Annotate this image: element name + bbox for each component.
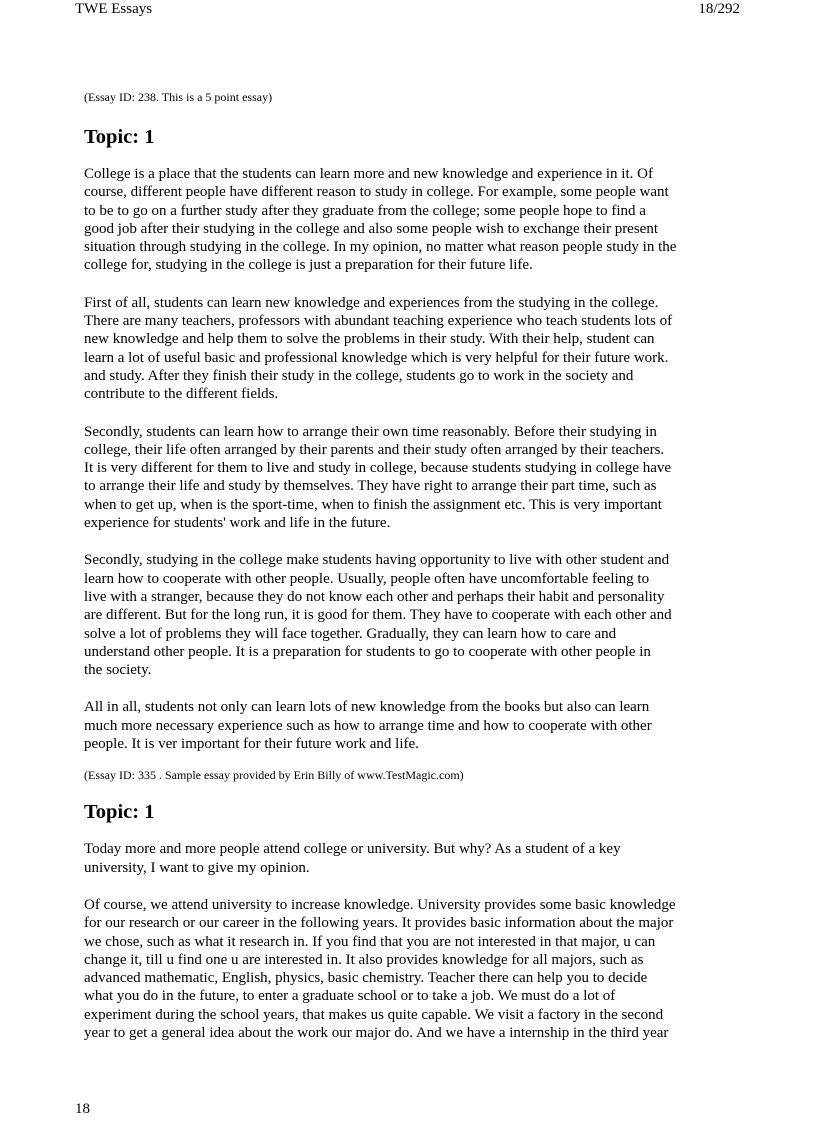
essay-note: (Essay ID: 335 . Sample essay provided by Erin Billy of www.TestMagic.com): [84, 768, 464, 783]
essay-paragraph: College is a place that the students can learn more and new knowledge and experience in it. Of course, different people have different reason to study in college. For example, some people want to be to go on a further study after they graduate from the college; some people hope to find a good job after their studying in the college and also some people wish to exchange their present situation through studying in the college. In my opinion, no matter what reason people study in the college for, studying in the college is just a preparation for their future life.: [84, 166, 677, 274]
essay-topic-heading: Topic: 1: [84, 801, 155, 824]
essay-topic-heading: Topic: 1: [84, 126, 155, 148]
page-content: [84, 89, 739, 1042]
page-indicator: 18/292: [698, 1, 740, 17]
essay-paragraph: Secondly, students can learn how to arrange their own time reasonably. Before their studying in college, their life often arranged by their parents and their study often arranged by their teachers. It is very different for them to live and study in college, because students studying in college have to arrange their life and study by themselves. They have right to arrange their part time, such as when to get up, when is the sport-time, when to finish the assignment etc. This is very important experience for students' work and life in the future.: [84, 423, 672, 532]
essay-paragraph: Secondly, studying in the college make students having opportunity to live with other student and learn how to cooperate with other people. Usually, people often have uncomfortable feeling to live with a stranger, because they do not know each other and perhaps their habit and personality are different. But for the long run, it is good for them. They have to cooperate with each other and solve a lot of problems they will face together. Gradually, they can learn how to care and understand other people. It is a preparation for students to go to cooperate with other people in the society.: [84, 552, 672, 679]
page-number: 18: [75, 1101, 90, 1117]
essay-paragraph: First of all, students can learn new knowledge and experiences from the studying in the college. There are many teachers, professors with abundant teaching experience who teach students lots of new knowledge and help them to solve the problems in their study. With their help, student can learn a lot of useful basic and professional knowledge which is very helpful for their future work. and study. After they finish their study in the college, students go to work in the society and contribute to the different fields.: [84, 294, 673, 403]
essay-paragraph: All in all, students not only can learn lots of new knowledge from the books but also can learn much more necessary experience such as how to arrange time and how to cooperate with other people. It is ver important for their future work and life.: [84, 699, 652, 753]
essay-paragraph: Of course, we attend university to increase knowledge. University provides some basic knowledge for our research or our career in the following years. It provides basic information about the major we chose, such as what it research in. If you find that you are not interested in that major, u can change it, till u find one u are interested in. It also provides knowledge for all majors, such as advanced mathematic, English, physics, basic chemistry. Teacher there can help you to decide what you do in the future, to enter a graduate school or to take a job. We must do a lot of experiment during the school years, that makes us quite capable. We visit a factory in the second year to get a general idea about the work our major do. And we have a internship in the third year: [84, 896, 676, 1041]
essay-note: (Essay ID: 238. This is a 5 point essay): [84, 90, 273, 104]
running-header-title: TWE Essays: [75, 1, 153, 17]
essay-paragraph: Today more and more people attend college or university. But why? As a student of a key university, I want to give my opinion.: [84, 841, 621, 876]
